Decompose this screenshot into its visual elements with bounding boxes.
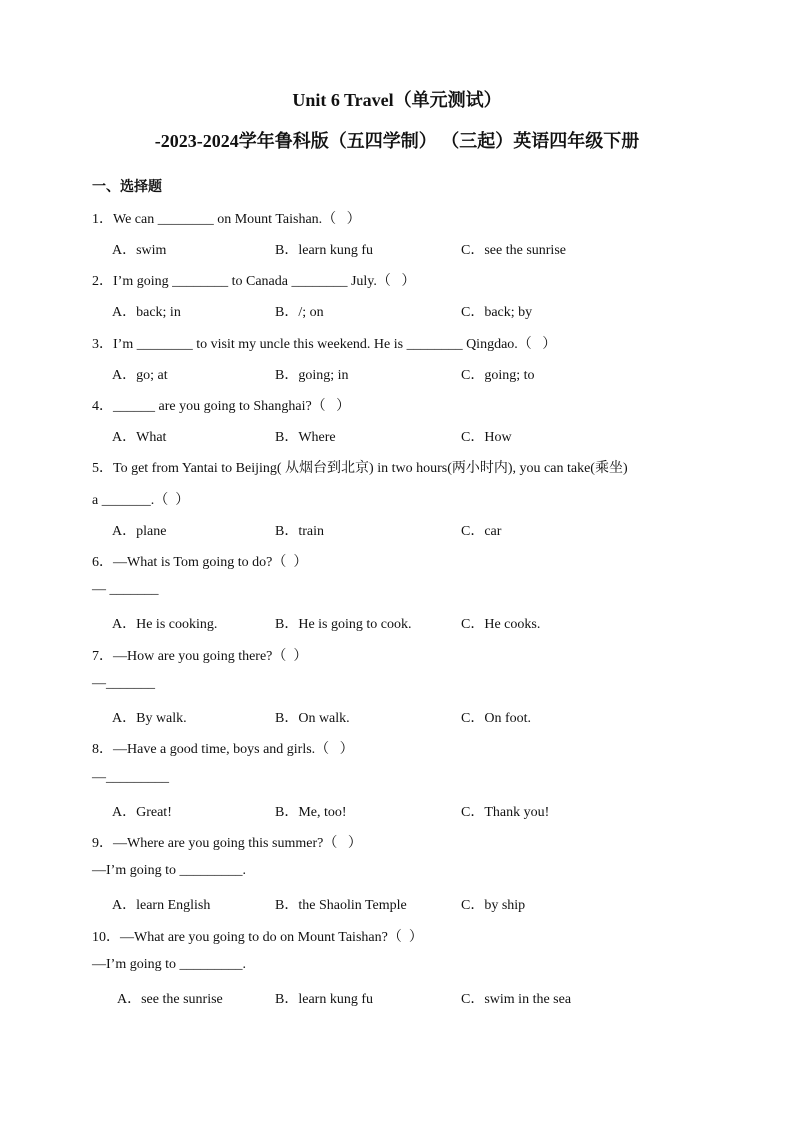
question-10-answer-line: —I’m going to _________. bbox=[92, 957, 246, 972]
option-c[interactable]: C．see the sunrise bbox=[461, 243, 566, 258]
option-a[interactable]: A．plane bbox=[112, 524, 167, 539]
question-4-stem: 4．______ are you going to Shanghai?（ ） bbox=[92, 399, 351, 414]
option-a[interactable]: A．What bbox=[112, 430, 167, 445]
page-title: Unit 6 Travel（单元测试） bbox=[292, 90, 502, 110]
option-b[interactable]: B．Me, too! bbox=[275, 805, 347, 820]
question-3-stem: 3．I’m ________ to visit my uncle this weekend. He is ________ Qingdao.（ ） bbox=[92, 337, 557, 352]
option-b[interactable]: B．learn kung fu bbox=[275, 243, 373, 258]
option-b[interactable]: B．He is going to cook. bbox=[275, 617, 412, 632]
option-b[interactable]: B．the Shaolin Temple bbox=[275, 898, 407, 913]
option-c[interactable]: C．How bbox=[461, 430, 512, 445]
question-1-options bbox=[112, 239, 732, 259]
question-5-options bbox=[112, 520, 732, 540]
question-9-answer-line: —I’m going to _________. bbox=[92, 863, 246, 878]
option-c[interactable]: C．by ship bbox=[461, 898, 526, 913]
option-a[interactable]: A．Great! bbox=[112, 805, 172, 820]
option-a[interactable]: A．back; in bbox=[112, 305, 181, 320]
option-a[interactable]: A．learn English bbox=[112, 898, 211, 913]
question-2-stem: 2．I’m going ________ to Canada ________ July.（ ） bbox=[92, 274, 416, 289]
option-c[interactable]: C．Thank you! bbox=[461, 805, 550, 820]
option-b[interactable]: B．going; in bbox=[275, 368, 349, 383]
option-a[interactable]: A．go; at bbox=[112, 368, 168, 383]
question-4-options bbox=[112, 426, 732, 446]
section-heading: 一、选择题 bbox=[92, 180, 162, 195]
option-a[interactable]: A．see the sunrise bbox=[117, 992, 223, 1007]
option-c[interactable]: C．back; by bbox=[461, 305, 533, 320]
question-7-options bbox=[112, 707, 732, 727]
question-5-stem: 5．To get from Yantai to Beijing( 从烟台到北京) in two hours(两小时内), you can take(乘坐) bbox=[92, 461, 628, 476]
option-c[interactable]: C．swim in the sea bbox=[461, 992, 572, 1007]
option-b[interactable]: B．Where bbox=[275, 430, 336, 445]
question-9-options bbox=[112, 894, 732, 914]
option-a[interactable]: A．swim bbox=[112, 243, 167, 258]
option-b[interactable]: B．/; on bbox=[275, 305, 324, 320]
question-10-options bbox=[117, 988, 737, 1008]
question-6-answer-line: — _______ bbox=[92, 582, 159, 597]
question-5-stem-cont: a _______.（ ） bbox=[92, 493, 190, 508]
option-b[interactable]: B．train bbox=[275, 524, 324, 539]
question-6-stem: 6．—What is Tom going to do?（ ） bbox=[92, 555, 308, 570]
question-7-answer-line: —_______ bbox=[92, 676, 155, 691]
page-subtitle: -2023-2024学年鲁科版（五四学制） （三起）英语四年级下册 bbox=[154, 131, 640, 151]
option-c[interactable]: C．car bbox=[461, 524, 502, 539]
option-c[interactable]: C．going; to bbox=[461, 368, 535, 383]
option-c[interactable]: C．On foot. bbox=[461, 711, 531, 726]
question-9-stem: 9．—Where are you going this summer?（ ） bbox=[92, 836, 362, 851]
question-1-stem: 1．We can ________ on Mount Taishan.（ ） bbox=[92, 212, 361, 227]
question-8-answer-line: —_________ bbox=[92, 770, 169, 785]
question-7-stem: 7．—How are you going there?（ ） bbox=[92, 649, 308, 664]
question-8-stem: 8．—Have a good time, boys and girls.（ ） bbox=[92, 742, 354, 757]
question-3-options bbox=[112, 364, 732, 384]
option-a[interactable]: A．He is cooking. bbox=[112, 617, 218, 632]
option-b[interactable]: B．learn kung fu bbox=[275, 992, 373, 1007]
option-b[interactable]: B．On walk. bbox=[275, 711, 350, 726]
option-c[interactable]: C．He cooks. bbox=[461, 617, 541, 632]
question-8-options bbox=[112, 801, 732, 821]
question-2-options bbox=[112, 301, 732, 321]
option-a[interactable]: A．By walk. bbox=[112, 711, 187, 726]
question-6-options bbox=[112, 613, 732, 633]
question-10-stem: 10．—What are you going to do on Mount Taishan?（ ） bbox=[92, 930, 423, 945]
